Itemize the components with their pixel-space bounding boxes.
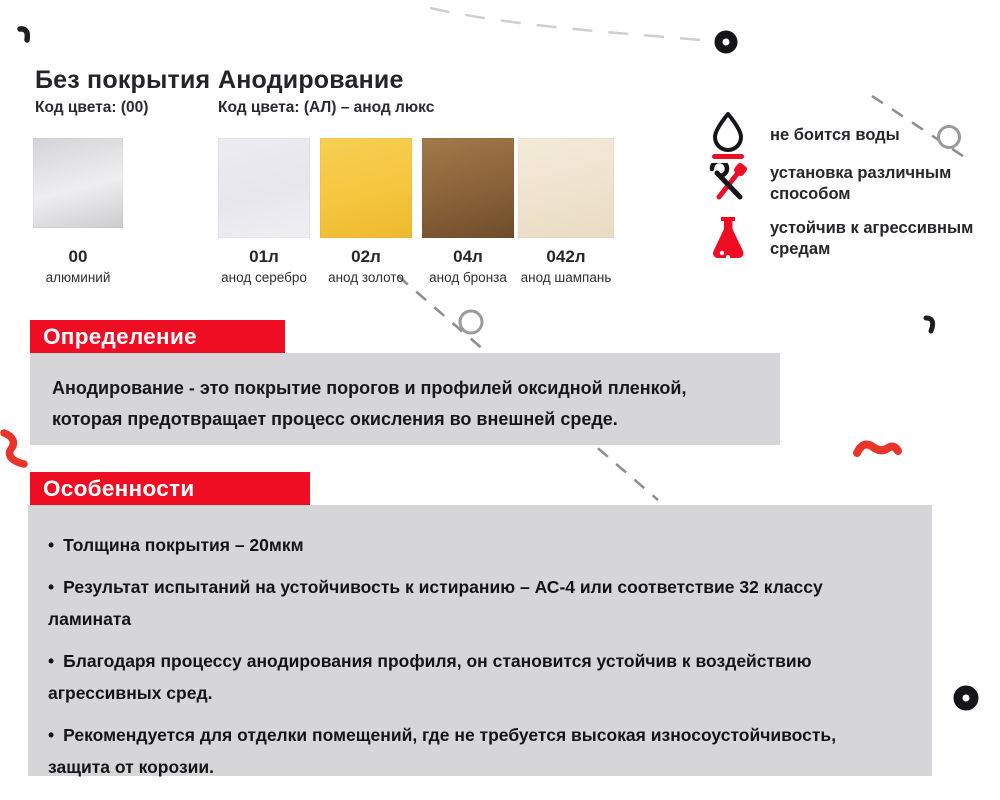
benefit-install — [702, 163, 975, 205]
benefit-water — [702, 110, 900, 160]
anodizing-title: Анодирование — [218, 66, 404, 94]
benefit-label: не боится воды — [770, 125, 900, 144]
definition-heading: Определение — [43, 323, 197, 349]
definition-box — [30, 353, 780, 445]
feature-item: • Благодаря процессу анодирования профиля, он становится устойчив к воздействию агрессивных сред. — [48, 645, 893, 709]
features-heading-banner — [30, 472, 310, 505]
tools-icon — [702, 163, 754, 205]
swatch-name: анод бронза — [429, 270, 507, 285]
color-swatch — [320, 138, 412, 238]
features-box — [28, 505, 932, 776]
definition-heading-banner — [30, 320, 285, 353]
color-swatch — [218, 138, 310, 238]
swatch-code: 00 — [68, 247, 88, 266]
definition-text: Анодирование - это покрытие порогов и профилей оксидной пленкой, — [52, 378, 687, 398]
color-swatch — [33, 138, 123, 228]
swatch-code: 02л — [351, 247, 381, 266]
swatch-code: 042л — [546, 247, 586, 266]
color-swatch — [422, 138, 514, 238]
no-coating-title: Без покрытия — [35, 66, 211, 94]
no-coating-header — [35, 66, 210, 117]
no-coating-color-code: Код цвета: (00) — [35, 99, 149, 116]
definition-text: которая предотвращает процесс окисления во внешней среде. — [52, 409, 618, 429]
swatch-card-champagne — [518, 138, 614, 285]
feature-item: • Рекомендуется для отделки помещений, где не требуется высокая износоустойчивость, защита от корозии. — [48, 719, 893, 783]
flask-icon — [702, 214, 754, 264]
anodizing-color-code: Код цвета: (АЛ) – анод люкс — [218, 99, 435, 116]
benefit-chemical — [702, 214, 975, 264]
swatch-code: 01л — [249, 247, 279, 266]
features-heading: Особенности — [43, 475, 195, 501]
benefit-label: устойчив к агрессивным средам — [770, 219, 974, 258]
swatch-card-gold — [320, 138, 412, 285]
swatch-name: алюминий — [45, 270, 111, 285]
water-drop-icon — [702, 110, 754, 160]
swatch-name: анод серебро — [221, 270, 307, 285]
feature-item: • Толщина покрытия – 20мкм — [48, 529, 893, 561]
swatch-card-silver — [218, 138, 310, 285]
swatch-card-aluminium — [33, 138, 123, 285]
feature-item: • Результат испытаний на устойчивость к истиранию – АС-4 или соответствие 32 классу ламината — [48, 571, 893, 635]
swatch-card-bronze — [422, 138, 514, 285]
color-swatch — [518, 138, 614, 238]
swatch-name: анод шампань — [520, 270, 612, 285]
swatch-name: анод золото — [328, 270, 404, 285]
swatch-code: 04л — [453, 247, 483, 266]
benefit-label: установка различным способом — [770, 164, 952, 203]
anodizing-header — [218, 66, 434, 117]
